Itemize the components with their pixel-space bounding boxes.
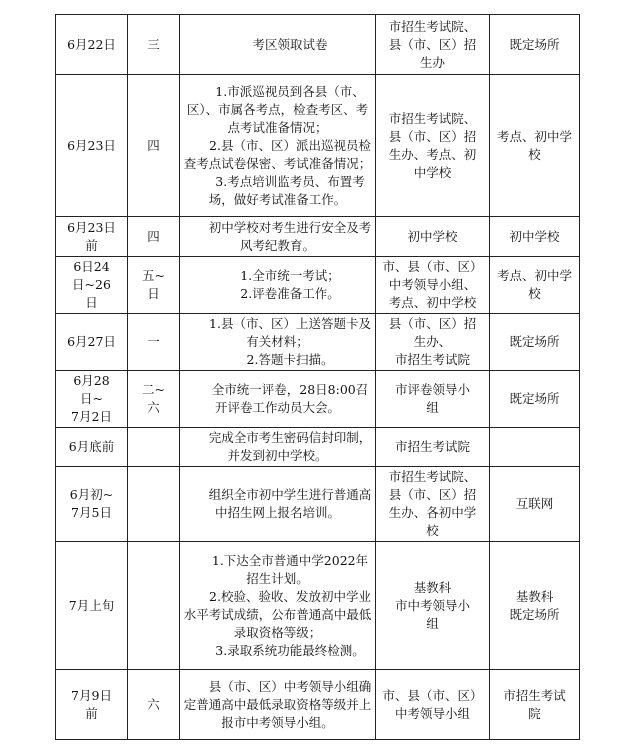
date-line: 日~ bbox=[80, 391, 103, 406]
content-cell bbox=[180, 75, 376, 217]
responsible-line: 中学校 bbox=[413, 164, 452, 180]
table-row bbox=[56, 75, 580, 217]
date-line: 前 bbox=[85, 237, 98, 253]
content-cell bbox=[180, 542, 376, 670]
content-line: 初中学校对考生进行安全及考风考纪教育。 bbox=[208, 219, 372, 253]
location-cell bbox=[490, 428, 580, 467]
content-cell bbox=[180, 670, 376, 740]
responsible-line: 市招生考试院 bbox=[394, 352, 470, 367]
location-line: 既定场所 bbox=[509, 36, 560, 52]
date-cell bbox=[56, 371, 128, 428]
table-row bbox=[56, 257, 580, 314]
responsible-cell bbox=[376, 217, 490, 257]
location-cell bbox=[490, 257, 580, 314]
responsible-line: 校 bbox=[426, 523, 439, 538]
date-cell bbox=[56, 467, 128, 542]
responsible-line: 中考领导小组、 bbox=[388, 277, 477, 292]
weekday-line: 日 bbox=[147, 286, 160, 301]
weekday-line: 五~ bbox=[142, 268, 165, 283]
date-line: 日 bbox=[85, 295, 98, 310]
responsible-cell bbox=[376, 15, 490, 75]
responsible-line: 基教科 bbox=[413, 579, 452, 595]
weekday-cell bbox=[128, 217, 180, 257]
weekday-cell bbox=[128, 670, 180, 740]
content-line: 考区领取试卷 bbox=[252, 36, 328, 52]
weekday-line: 二~ bbox=[142, 382, 165, 397]
responsible-line: 考点、初中学校 bbox=[388, 295, 477, 310]
weekday-cell bbox=[128, 467, 180, 542]
responsible-line: 县（市、区）招 bbox=[388, 316, 477, 331]
responsible-line: 县（市、区）招 bbox=[388, 128, 477, 144]
date-line: 前 bbox=[85, 705, 98, 721]
date-cell bbox=[56, 314, 128, 371]
weekday-cell bbox=[128, 314, 180, 371]
responsible-line: 市评卷领导小 bbox=[394, 382, 470, 397]
date-line: 7月9日 bbox=[71, 687, 112, 703]
table-row bbox=[56, 314, 580, 371]
location-line: 初中学校 bbox=[509, 228, 560, 244]
date-cell bbox=[56, 75, 128, 217]
weekday-line: 一 bbox=[147, 334, 160, 349]
date-line: 7月5日 bbox=[71, 505, 112, 520]
responsible-line: 市招生考试院、 bbox=[388, 18, 477, 34]
content-cell bbox=[180, 371, 376, 428]
responsible-line: 市、县（市、区） bbox=[382, 687, 483, 703]
responsible-cell bbox=[376, 257, 490, 314]
responsible-line: 市中考领导小 bbox=[394, 597, 470, 613]
table-row bbox=[56, 15, 580, 75]
weekday-cell bbox=[128, 371, 180, 428]
location-line: 市招生考试 bbox=[503, 687, 566, 703]
date-line: 6月底前 bbox=[68, 439, 115, 454]
weekday-line: 三 bbox=[147, 36, 160, 52]
location-line: 基教科 bbox=[515, 588, 554, 604]
responsible-line: 生办、考点、初 bbox=[388, 146, 477, 162]
location-line: 校 bbox=[528, 146, 541, 162]
responsible-line: 中考领导小组 bbox=[394, 705, 470, 721]
location-line: 考点、初中学 bbox=[496, 128, 572, 144]
content-cell bbox=[180, 257, 376, 314]
location-line: 互联网 bbox=[515, 496, 554, 511]
weekday-cell bbox=[128, 542, 180, 670]
weekday-cell bbox=[128, 15, 180, 75]
date-cell bbox=[56, 217, 128, 257]
content-line: 1.市派巡视员到各县（市、区）、市属各考点，检查考区、考点考试准备情况； bbox=[186, 83, 369, 135]
date-cell bbox=[56, 670, 128, 740]
content-line: 2.答题卡扫描。 bbox=[246, 352, 334, 367]
content-cell bbox=[180, 314, 376, 371]
table-row bbox=[56, 217, 580, 257]
weekday-line: 四 bbox=[147, 137, 160, 153]
date-line: 6日24 bbox=[73, 259, 110, 274]
location-cell bbox=[490, 75, 580, 217]
location-cell bbox=[490, 467, 580, 542]
weekday-cell bbox=[128, 75, 180, 217]
table-row bbox=[56, 371, 580, 428]
content-cell bbox=[180, 467, 376, 542]
location-line: 既定场所 bbox=[509, 334, 560, 349]
responsible-line: 组 bbox=[426, 615, 439, 631]
date-cell bbox=[56, 257, 128, 314]
responsible-cell bbox=[376, 542, 490, 670]
weekday-cell bbox=[128, 428, 180, 467]
content-line: 2.评卷准备工作。 bbox=[240, 286, 340, 301]
responsible-line: 生办、 bbox=[413, 334, 452, 349]
date-cell bbox=[56, 15, 128, 75]
content-line: 全市统一评卷，28日8:00召开评卷工作动员大会。 bbox=[211, 382, 369, 415]
content-line: 2.县（市、区）派出巡视员检查考点试卷保密、考试准备情况； bbox=[183, 137, 372, 171]
date-cell bbox=[56, 542, 128, 670]
responsible-cell bbox=[376, 467, 490, 542]
content-line: 3.考点培训监考员、布置考场，做好考试准备工作。 bbox=[208, 173, 365, 207]
responsible-line: 组 bbox=[426, 400, 439, 415]
date-line: 6月23日 bbox=[67, 137, 116, 153]
date-line: 6月初~ bbox=[69, 487, 114, 502]
responsible-line: 市、县（市、区） bbox=[382, 259, 483, 274]
table-row bbox=[56, 542, 580, 670]
location-cell bbox=[490, 217, 580, 257]
weekday-line: 六 bbox=[147, 696, 160, 712]
date-line: 日~26 bbox=[72, 277, 111, 292]
date-line: 6月27日 bbox=[67, 334, 116, 349]
table-row bbox=[56, 467, 580, 542]
location-cell bbox=[490, 314, 580, 371]
date-line: 6月22日 bbox=[67, 36, 116, 52]
location-line: 既定场所 bbox=[509, 391, 560, 406]
table-row bbox=[56, 428, 580, 467]
location-line: 校 bbox=[528, 286, 541, 301]
responsible-cell bbox=[376, 75, 490, 217]
location-line: 既定场所 bbox=[509, 606, 560, 622]
responsible-cell bbox=[376, 670, 490, 740]
content-line: 县（市、区）中考领导小组确定普通高中最低录取资格等级并上报市中考领导小组。 bbox=[183, 678, 372, 730]
content-line: 1.县（市、区）上送答题卡及有关材料； bbox=[209, 316, 371, 349]
content-line: 3.录取系统功能最终检测。 bbox=[215, 642, 365, 658]
location-line: 院 bbox=[528, 705, 541, 721]
date-line: 6月23日 bbox=[67, 219, 116, 235]
date-line: 7月2日 bbox=[71, 409, 112, 424]
content-cell bbox=[180, 217, 376, 257]
date-cell bbox=[56, 428, 128, 467]
schedule-table bbox=[55, 14, 580, 740]
location-cell bbox=[490, 371, 580, 428]
responsible-line: 初中学校 bbox=[407, 228, 458, 244]
content-line: 2.校验、验收、发放初中学业水平考试成绩，公布普通高中最低录取资格等级； bbox=[183, 588, 372, 640]
responsible-line: 县（市、区）招 bbox=[388, 487, 477, 502]
responsible-line: 市招生考试院、 bbox=[388, 110, 477, 126]
responsible-cell bbox=[376, 428, 490, 467]
content-cell bbox=[180, 428, 376, 467]
responsible-line: 市招生考试院、 bbox=[388, 469, 477, 484]
content-line: 1.下达全市普通中学2022年招生计划。 bbox=[211, 552, 369, 586]
location-line: 考点、初中学 bbox=[496, 268, 572, 283]
location-cell bbox=[490, 15, 580, 75]
responsible-line: 生办、各初中学 bbox=[388, 505, 477, 520]
weekday-line: 六 bbox=[147, 400, 160, 415]
responsible-line: 生办 bbox=[419, 54, 445, 70]
content-line: 组织全市初中学生进行普通高中招生网上报名培训。 bbox=[208, 487, 372, 520]
location-cell bbox=[490, 542, 580, 670]
content-line: 完成全市考生密码信封印制，并发到初中学校。 bbox=[208, 430, 372, 463]
content-cell bbox=[180, 15, 376, 75]
location-cell bbox=[490, 670, 580, 740]
responsible-line: 县（市、区）招 bbox=[388, 36, 477, 52]
responsible-cell bbox=[376, 314, 490, 371]
weekday-line: 四 bbox=[147, 228, 160, 244]
content-line: 1.全市统一考试； bbox=[240, 268, 340, 283]
schedule-body bbox=[56, 15, 580, 740]
date-line: 6月28 bbox=[73, 373, 110, 388]
date-line: 7月上旬 bbox=[68, 597, 115, 613]
responsible-line: 市招生考试院 bbox=[394, 439, 470, 454]
table-row bbox=[56, 670, 580, 740]
weekday-cell bbox=[128, 257, 180, 314]
responsible-cell bbox=[376, 371, 490, 428]
